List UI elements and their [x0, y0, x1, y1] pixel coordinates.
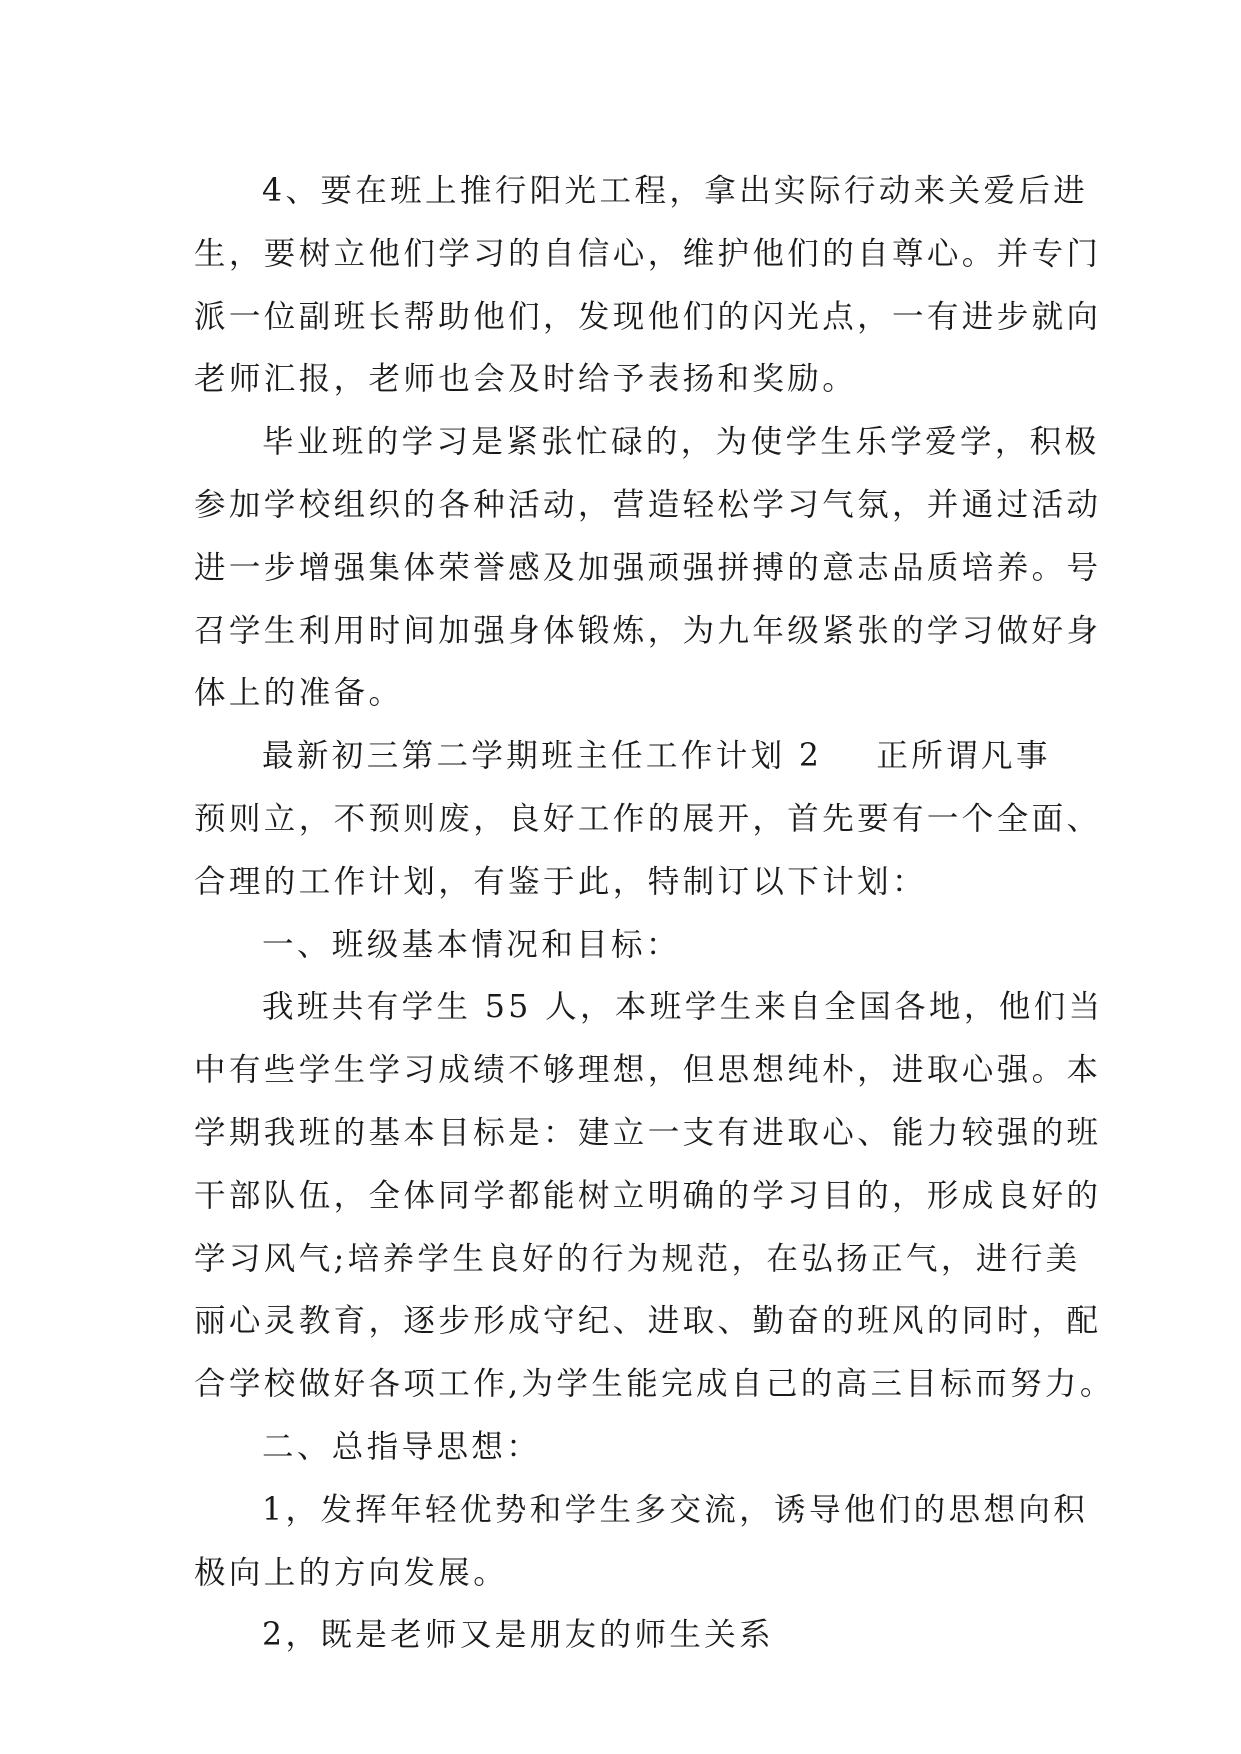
- paragraph-2-line-3: 进一步增强集体荣誉感及加强顽强拼搏的意志品质培养。号: [194, 549, 1102, 586]
- section-heading: 最新初三第二学期班主任工作计划 2: [262, 738, 823, 775]
- paragraph-8-line-1: 2，既是老师又是朋友的师生关系: [262, 1617, 775, 1654]
- paragraph-2-line-5: 体上的准备。: [194, 675, 404, 712]
- subheading-2: 二、总指导思想：: [262, 1428, 542, 1465]
- paragraph-1-line-2: 生，要树立他们学习的自信心，维护他们的自尊心。并专门: [194, 235, 1102, 272]
- paragraph-5-line-7: 合学校做好各项工作,为学生能完成自己的高三目标而努力。: [194, 1366, 1115, 1403]
- subheading-1: 一、班级基本情况和目标：: [262, 926, 681, 963]
- paragraph-1-line-1: 4、要在班上推行阳光工程，拿出实际行动来关爱后进: [262, 173, 1089, 209]
- paragraph-3-line-1: 预则立，不预则废，良好工作的展开，首先要有一个全面、: [194, 800, 1102, 837]
- paragraph-7-line-1: 1，发挥年轻优势和学生多交流，诱导他们的思想向积: [262, 1491, 1089, 1528]
- paragraph-5-line-4: 干部队伍，全体同学都能树立明确的学习目的，形成良好的: [194, 1177, 1102, 1214]
- paragraph-5-line-5: 学习风气;培养学生良好的行为规范，在弘扬正气，进行美: [194, 1240, 1081, 1277]
- paragraph-5-line-3: 学期我班的基本目标是：建立一支有进取心、能力较强的班: [194, 1114, 1102, 1151]
- paragraph-7-line-2: 极向上的方向发展。: [194, 1554, 509, 1591]
- paragraph-3-line-2: 合理的工作计划，有鉴于此，特制订以下计划：: [194, 863, 927, 900]
- section-heading-tail: 正所谓凡事: [876, 738, 1051, 775]
- paragraph-1-line-4: 老师汇报，老师也会及时给予表扬和奖励。: [194, 361, 858, 398]
- paragraph-5-line-6: 丽心灵教育，逐步形成守纪、进取、勤奋的班风的同时，配: [194, 1303, 1102, 1340]
- paragraph-1-line-3: 派一位副班长帮助他们，发现他们的闪光点，一有进步就向: [194, 298, 1102, 335]
- document-body: [194, 160, 1115, 1667]
- paragraph-2-line-2: 参加学校组织的各种活动，营造轻松学习气氛，并通过活动: [194, 486, 1102, 523]
- paragraph-2-line-1: 毕业班的学习是紧张忙碌的，为使学生乐学爱学，积极: [262, 424, 1100, 461]
- section-heading-line: [194, 725, 1054, 788]
- paragraph-5-line-2: 中有些学生学习成绩不够理想，但思想纯朴，进取心强。本: [194, 1052, 1102, 1089]
- paragraph-2-line-4: 召学生利用时间加强身体锻炼，为九年级紧张的学习做好身: [194, 612, 1102, 649]
- paragraph-5-line-1: 我班共有学生 55 人，本班学生来自全国各地，他们当: [262, 989, 1104, 1026]
